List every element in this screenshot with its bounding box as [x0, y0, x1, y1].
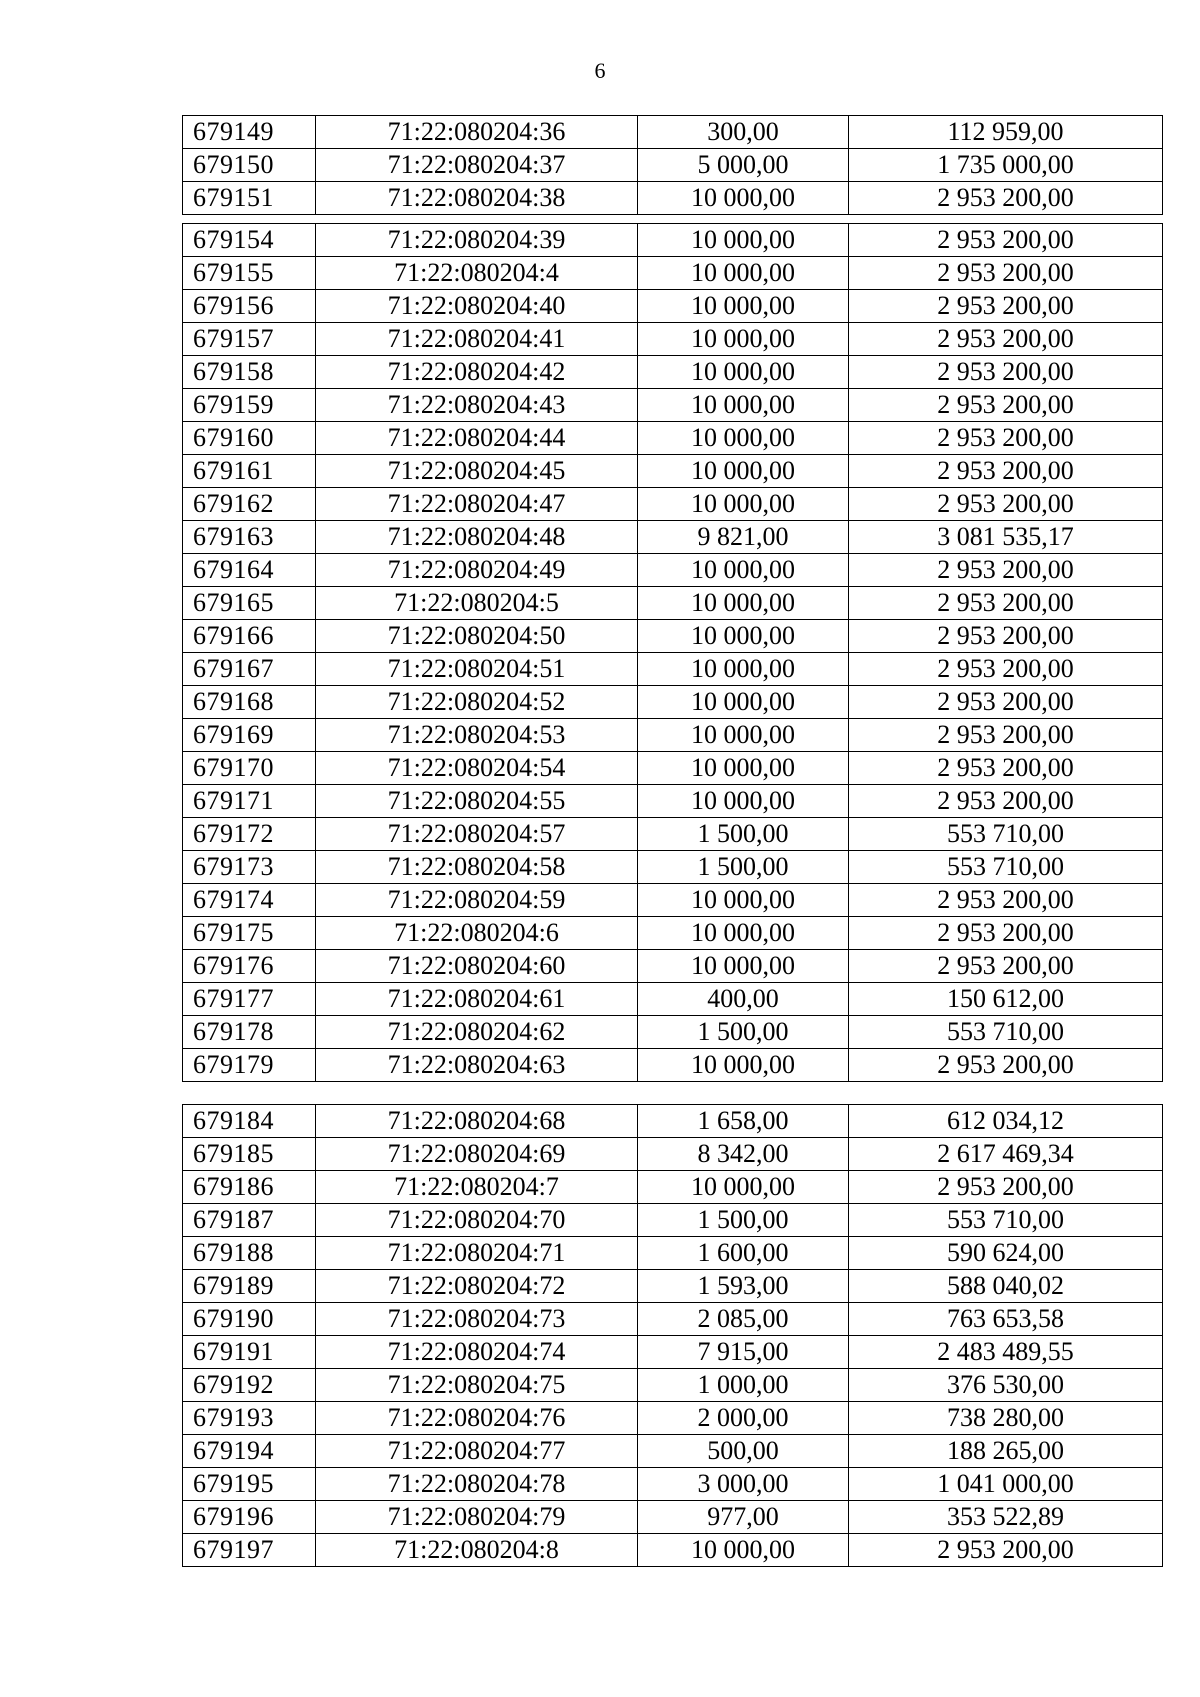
- cadastral-value-cell: 2 953 200,00: [849, 1534, 1163, 1567]
- record-id-cell: 679158: [183, 356, 316, 389]
- area-cell: 10 000,00: [638, 686, 849, 719]
- cadastral-number-cell: 71:22:080204:45: [316, 455, 638, 488]
- cadastral-value-cell: 188 265,00: [849, 1435, 1163, 1468]
- area-cell: 10 000,00: [638, 752, 849, 785]
- table-row: [183, 1534, 1163, 1567]
- cadastral-value-cell: 2 953 200,00: [849, 620, 1163, 653]
- area-cell: 10 000,00: [638, 389, 849, 422]
- cadastral-value-cell: 112 959,00: [849, 116, 1163, 149]
- area-cell: 10 000,00: [638, 1534, 849, 1567]
- table-row: [183, 224, 1163, 257]
- area-cell: 10 000,00: [638, 917, 849, 950]
- area-cell: 1 000,00: [638, 1369, 849, 1402]
- table-row: [183, 323, 1163, 356]
- cadastral-value-cell: 553 710,00: [849, 851, 1163, 884]
- cadastral-number-cell: 71:22:080204:36: [316, 116, 638, 149]
- page-number: 6: [594, 58, 606, 83]
- record-id-cell: 679195: [183, 1468, 316, 1501]
- table-row: [183, 1016, 1163, 1049]
- table-row: [183, 620, 1163, 653]
- cadastral-value-cell: 2 953 200,00: [849, 224, 1163, 257]
- record-id-cell: 679151: [183, 182, 316, 215]
- cadastral-number-cell: 71:22:080204:76: [316, 1402, 638, 1435]
- record-id-cell: 679189: [183, 1270, 316, 1303]
- cadastral-value-cell: 2 953 200,00: [849, 653, 1163, 686]
- cadastral-value-cell: 553 710,00: [849, 818, 1163, 851]
- record-id-cell: 679176: [183, 950, 316, 983]
- record-id-cell: 679175: [183, 917, 316, 950]
- cadastral-number-cell: 71:22:080204:77: [316, 1435, 638, 1468]
- cadastral-number-cell: 71:22:080204:69: [316, 1138, 638, 1171]
- cadastral-value-cell: 2 617 469,34: [849, 1138, 1163, 1171]
- cadastral-value-cell: 2 953 200,00: [849, 257, 1163, 290]
- table-row: [183, 182, 1163, 215]
- area-cell: 1 500,00: [638, 1204, 849, 1237]
- area-cell: 10 000,00: [638, 422, 849, 455]
- cadastral-number-cell: 71:22:080204:41: [316, 323, 638, 356]
- record-id-cell: 679170: [183, 752, 316, 785]
- record-id-cell: 679193: [183, 1402, 316, 1435]
- table-row: [183, 1204, 1163, 1237]
- table-row: [183, 356, 1163, 389]
- area-cell: 10 000,00: [638, 653, 849, 686]
- cadastral-number-cell: 71:22:080204:58: [316, 851, 638, 884]
- cadastral-value-cell: 2 953 200,00: [849, 917, 1163, 950]
- cadastral-value-cell: 763 653,58: [849, 1303, 1163, 1336]
- area-cell: 10 000,00: [638, 182, 849, 215]
- cadastral-number-cell: 71:22:080204:63: [316, 1049, 638, 1082]
- area-cell: 500,00: [638, 1435, 849, 1468]
- table-row: [183, 1336, 1163, 1369]
- record-id-cell: 679177: [183, 983, 316, 1016]
- cadastral-number-cell: 71:22:080204:44: [316, 422, 638, 455]
- cadastral-value-cell: 738 280,00: [849, 1402, 1163, 1435]
- table-row: [183, 116, 1163, 149]
- cadastral-number-cell: 71:22:080204:68: [316, 1105, 638, 1138]
- cadastral-value-cell: 376 530,00: [849, 1369, 1163, 1402]
- record-id-cell: 679194: [183, 1435, 316, 1468]
- land-parcel-table-1: [182, 115, 1163, 215]
- cadastral-value-cell: 1 041 000,00: [849, 1468, 1163, 1501]
- table-row: [183, 554, 1163, 587]
- cadastral-value-cell: 1 735 000,00: [849, 149, 1163, 182]
- record-id-cell: 679187: [183, 1204, 316, 1237]
- record-id-cell: 679150: [183, 149, 316, 182]
- record-id-cell: 679190: [183, 1303, 316, 1336]
- cadastral-number-cell: 71:22:080204:43: [316, 389, 638, 422]
- land-parcel-table-2: [182, 223, 1163, 1082]
- table-row: [183, 1049, 1163, 1082]
- cadastral-value-cell: 553 710,00: [849, 1204, 1163, 1237]
- table-row: [183, 521, 1163, 554]
- cadastral-number-cell: 71:22:080204:52: [316, 686, 638, 719]
- record-id-cell: 679165: [183, 587, 316, 620]
- table-row: [183, 884, 1163, 917]
- cadastral-number-cell: 71:22:080204:62: [316, 1016, 638, 1049]
- area-cell: 10 000,00: [638, 587, 849, 620]
- cadastral-value-cell: 2 953 200,00: [849, 1171, 1163, 1204]
- table-row: [183, 818, 1163, 851]
- record-id-cell: 679184: [183, 1105, 316, 1138]
- cadastral-number-cell: 71:22:080204:71: [316, 1237, 638, 1270]
- cadastral-number-cell: 71:22:080204:48: [316, 521, 638, 554]
- table-row: [183, 686, 1163, 719]
- record-id-cell: 679155: [183, 257, 316, 290]
- record-id-cell: 679192: [183, 1369, 316, 1402]
- table-row: [183, 1468, 1163, 1501]
- table-row: [183, 851, 1163, 884]
- table-row: [183, 785, 1163, 818]
- cadastral-number-cell: 71:22:080204:49: [316, 554, 638, 587]
- table-row: [183, 1369, 1163, 1402]
- area-cell: 10 000,00: [638, 290, 849, 323]
- area-cell: 10 000,00: [638, 950, 849, 983]
- area-cell: 1 658,00: [638, 1105, 849, 1138]
- cadastral-value-cell: 2 953 200,00: [849, 455, 1163, 488]
- area-cell: 9 821,00: [638, 521, 849, 554]
- table-row: [183, 1237, 1163, 1270]
- area-cell: 1 500,00: [638, 851, 849, 884]
- land-parcel-table-3: [182, 1104, 1163, 1567]
- area-cell: 10 000,00: [638, 1171, 849, 1204]
- cadastral-number-cell: 71:22:080204:5: [316, 587, 638, 620]
- cadastral-number-cell: 71:22:080204:70: [316, 1204, 638, 1237]
- cadastral-number-cell: 71:22:080204:47: [316, 488, 638, 521]
- area-cell: 2 000,00: [638, 1402, 849, 1435]
- record-id-cell: 679167: [183, 653, 316, 686]
- cadastral-value-cell: 2 953 200,00: [849, 950, 1163, 983]
- cadastral-number-cell: 71:22:080204:50: [316, 620, 638, 653]
- cadastral-number-cell: 71:22:080204:38: [316, 182, 638, 215]
- table-row: [183, 149, 1163, 182]
- area-cell: 10 000,00: [638, 554, 849, 587]
- cadastral-value-cell: 2 953 200,00: [849, 686, 1163, 719]
- area-cell: 10 000,00: [638, 224, 849, 257]
- cadastral-value-cell: 2 953 200,00: [849, 356, 1163, 389]
- record-id-cell: 679160: [183, 422, 316, 455]
- area-cell: 400,00: [638, 983, 849, 1016]
- cadastral-number-cell: 71:22:080204:79: [316, 1501, 638, 1534]
- table-row: [183, 1138, 1163, 1171]
- area-cell: 10 000,00: [638, 719, 849, 752]
- cadastral-value-cell: 590 624,00: [849, 1237, 1163, 1270]
- area-cell: 977,00: [638, 1501, 849, 1534]
- cadastral-number-cell: 71:22:080204:57: [316, 818, 638, 851]
- record-id-cell: 679179: [183, 1049, 316, 1082]
- record-id-cell: 679196: [183, 1501, 316, 1534]
- cadastral-value-cell: 2 483 489,55: [849, 1336, 1163, 1369]
- table-row: [183, 917, 1163, 950]
- cadastral-number-cell: 71:22:080204:59: [316, 884, 638, 917]
- cadastral-value-cell: 2 953 200,00: [849, 587, 1163, 620]
- cadastral-number-cell: 71:22:080204:75: [316, 1369, 638, 1402]
- table-row: [183, 950, 1163, 983]
- table-row: [183, 1171, 1163, 1204]
- table-row: [183, 752, 1163, 785]
- table-row: [183, 1270, 1163, 1303]
- record-id-cell: 679173: [183, 851, 316, 884]
- table-row: [183, 488, 1163, 521]
- cadastral-number-cell: 71:22:080204:60: [316, 950, 638, 983]
- cadastral-number-cell: 71:22:080204:7: [316, 1171, 638, 1204]
- table-row: [183, 455, 1163, 488]
- cadastral-number-cell: 71:22:080204:42: [316, 356, 638, 389]
- cadastral-number-cell: 71:22:080204:40: [316, 290, 638, 323]
- cadastral-number-cell: 71:22:080204:39: [316, 224, 638, 257]
- cadastral-number-cell: 71:22:080204:74: [316, 1336, 638, 1369]
- table-row: [183, 1402, 1163, 1435]
- area-cell: 1 500,00: [638, 1016, 849, 1049]
- cadastral-value-cell: 2 953 200,00: [849, 323, 1163, 356]
- cadastral-value-cell: 2 953 200,00: [849, 488, 1163, 521]
- area-cell: 1 600,00: [638, 1237, 849, 1270]
- record-id-cell: 679159: [183, 389, 316, 422]
- record-id-cell: 679174: [183, 884, 316, 917]
- cadastral-number-cell: 71:22:080204:8: [316, 1534, 638, 1567]
- record-id-cell: 679185: [183, 1138, 316, 1171]
- table-row: [183, 719, 1163, 752]
- area-cell: 3 000,00: [638, 1468, 849, 1501]
- cadastral-value-cell: 2 953 200,00: [849, 422, 1163, 455]
- cadastral-value-cell: 150 612,00: [849, 983, 1163, 1016]
- cadastral-value-cell: 353 522,89: [849, 1501, 1163, 1534]
- table-row: [183, 983, 1163, 1016]
- cadastral-value-cell: 612 034,12: [849, 1105, 1163, 1138]
- area-cell: 10 000,00: [638, 455, 849, 488]
- cadastral-value-cell: 2 953 200,00: [849, 389, 1163, 422]
- table-row: [183, 389, 1163, 422]
- record-id-cell: 679162: [183, 488, 316, 521]
- cadastral-value-cell: 2 953 200,00: [849, 182, 1163, 215]
- cadastral-number-cell: 71:22:080204:61: [316, 983, 638, 1016]
- area-cell: 1 500,00: [638, 818, 849, 851]
- area-cell: 7 915,00: [638, 1336, 849, 1369]
- area-cell: 300,00: [638, 116, 849, 149]
- cadastral-value-cell: 3 081 535,17: [849, 521, 1163, 554]
- cadastral-number-cell: 71:22:080204:78: [316, 1468, 638, 1501]
- cadastral-number-cell: 71:22:080204:4: [316, 257, 638, 290]
- area-cell: 10 000,00: [638, 1049, 849, 1082]
- cadastral-value-cell: 2 953 200,00: [849, 785, 1163, 818]
- record-id-cell: 679168: [183, 686, 316, 719]
- cadastral-value-cell: 588 040,02: [849, 1270, 1163, 1303]
- cadastral-value-cell: 2 953 200,00: [849, 554, 1163, 587]
- record-id-cell: 679172: [183, 818, 316, 851]
- table-row: [183, 653, 1163, 686]
- record-id-cell: 679156: [183, 290, 316, 323]
- cadastral-value-cell: 2 953 200,00: [849, 752, 1163, 785]
- record-id-cell: 679166: [183, 620, 316, 653]
- area-cell: 10 000,00: [638, 488, 849, 521]
- table-row: [183, 1435, 1163, 1468]
- cadastral-number-cell: 71:22:080204:72: [316, 1270, 638, 1303]
- area-cell: 10 000,00: [638, 323, 849, 356]
- area-cell: 2 085,00: [638, 1303, 849, 1336]
- record-id-cell: 679169: [183, 719, 316, 752]
- table-row: [183, 587, 1163, 620]
- record-id-cell: 679157: [183, 323, 316, 356]
- area-cell: 1 593,00: [638, 1270, 849, 1303]
- cadastral-value-cell: 2 953 200,00: [849, 719, 1163, 752]
- cadastral-value-cell: 2 953 200,00: [849, 1049, 1163, 1082]
- cadastral-number-cell: 71:22:080204:53: [316, 719, 638, 752]
- area-cell: 10 000,00: [638, 785, 849, 818]
- table-row: [183, 422, 1163, 455]
- table-row: [183, 1105, 1163, 1138]
- cadastral-value-cell: 553 710,00: [849, 1016, 1163, 1049]
- record-id-cell: 679188: [183, 1237, 316, 1270]
- record-id-cell: 679154: [183, 224, 316, 257]
- table-row: [183, 257, 1163, 290]
- cadastral-value-cell: 2 953 200,00: [849, 290, 1163, 323]
- area-cell: 10 000,00: [638, 884, 849, 917]
- cadastral-number-cell: 71:22:080204:37: [316, 149, 638, 182]
- table-row: [183, 1501, 1163, 1534]
- record-id-cell: 679186: [183, 1171, 316, 1204]
- cadastral-number-cell: 71:22:080204:54: [316, 752, 638, 785]
- cadastral-value-cell: 2 953 200,00: [849, 884, 1163, 917]
- area-cell: 5 000,00: [638, 149, 849, 182]
- record-id-cell: 679164: [183, 554, 316, 587]
- record-id-cell: 679191: [183, 1336, 316, 1369]
- cadastral-number-cell: 71:22:080204:55: [316, 785, 638, 818]
- cadastral-number-cell: 71:22:080204:73: [316, 1303, 638, 1336]
- record-id-cell: 679149: [183, 116, 316, 149]
- record-id-cell: 679161: [183, 455, 316, 488]
- table-row: [183, 1303, 1163, 1336]
- record-id-cell: 679171: [183, 785, 316, 818]
- record-id-cell: 679163: [183, 521, 316, 554]
- area-cell: 10 000,00: [638, 356, 849, 389]
- cadastral-number-cell: 71:22:080204:51: [316, 653, 638, 686]
- area-cell: 8 342,00: [638, 1138, 849, 1171]
- record-id-cell: 679178: [183, 1016, 316, 1049]
- table-row: [183, 290, 1163, 323]
- area-cell: 10 000,00: [638, 257, 849, 290]
- cadastral-number-cell: 71:22:080204:6: [316, 917, 638, 950]
- area-cell: 10 000,00: [638, 620, 849, 653]
- record-id-cell: 679197: [183, 1534, 316, 1567]
